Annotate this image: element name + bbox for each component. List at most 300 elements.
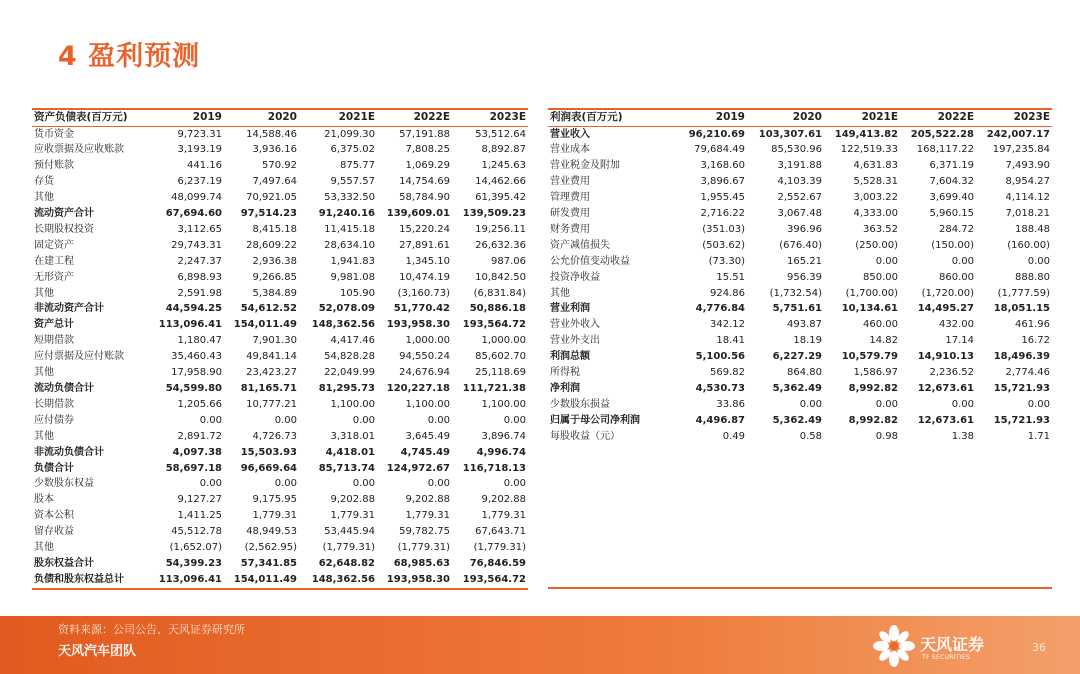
row-label: 资产减值损失 [550, 239, 610, 251]
cell-value: 2,552.67 [777, 192, 822, 204]
blank-cell [824, 461, 900, 477]
blank-cell [548, 572, 672, 588]
cell-value: 18.41 [716, 335, 745, 347]
cell-value: 3,936.16 [252, 144, 297, 156]
balance-sheet-title: 资产负债表(百万元) [32, 109, 150, 126]
blank-cell [976, 461, 1052, 477]
cell-value: 284.72 [939, 223, 974, 235]
cell-value: 9,202.88 [481, 494, 526, 506]
cell-value: 6,898.93 [177, 271, 222, 283]
cell-value: 4,631.83 [853, 160, 898, 172]
year-header: 2023E [976, 109, 1052, 126]
row-label: 其他 [34, 287, 54, 299]
cell-value: 54,399.23 [165, 557, 222, 569]
cell-value: 1,586.97 [853, 367, 898, 379]
cell-value: 85,713.74 [318, 462, 375, 474]
row-label: 在建工程 [34, 255, 74, 267]
row-label: 无形资产 [34, 271, 74, 283]
cell-value: 26,632.36 [475, 239, 526, 251]
cell-value: 342.12 [710, 319, 745, 331]
cell-value: 14,910.13 [917, 351, 974, 363]
cell-value: 9,723.31 [177, 128, 222, 140]
table-row [548, 413, 1052, 429]
income-statement-title: 利润表(百万元) [548, 109, 672, 126]
cell-value: 17.14 [945, 335, 974, 347]
cell-value: 91,240.16 [318, 208, 375, 220]
cell-value: 4,726.73 [252, 430, 297, 442]
cell-value: 9,557.57 [330, 176, 375, 188]
cell-value: 148,362.56 [299, 572, 377, 589]
blank-cell [824, 476, 900, 492]
year-header: 2022E [377, 109, 452, 126]
table-row [32, 238, 528, 254]
row-label: 预付账款 [34, 160, 74, 172]
cell-value: 4,097.38 [172, 446, 222, 458]
cell-value: 1,205.66 [177, 398, 222, 410]
cell-value: 5,384.89 [252, 287, 297, 299]
cell-value: 149,413.82 [834, 128, 898, 140]
cell-value: 68,985.63 [393, 557, 450, 569]
row-label: 营业外支出 [550, 335, 600, 347]
blank-cell [672, 492, 747, 508]
cell-value: 2,891.72 [177, 430, 222, 442]
cell-value: 49,841.14 [246, 351, 297, 363]
cell-value: 0.00 [1027, 398, 1050, 410]
cell-value: 7,901.30 [252, 335, 297, 347]
table-row [548, 206, 1052, 222]
blank-cell [824, 508, 900, 524]
row-label: 留存收益 [34, 526, 74, 538]
cell-value: 1,000.00 [481, 335, 526, 347]
cell-value: 10,777.21 [246, 398, 297, 410]
blank-cell [976, 492, 1052, 508]
row-label: 长期借款 [34, 398, 74, 410]
row-label: 短期借款 [34, 335, 74, 347]
blank-cell [672, 524, 747, 540]
cell-value: 188.48 [1015, 223, 1050, 235]
cell-value: 0.98 [875, 430, 898, 442]
cell-value: 9,127.27 [177, 494, 222, 506]
table-row [32, 206, 528, 222]
cell-value: 103,307.61 [758, 128, 822, 140]
cell-value: 0.00 [503, 478, 526, 490]
cell-value: 139,609.01 [386, 208, 450, 220]
team-name: 天风汽车团队 [58, 644, 137, 659]
cell-value: 3,003.22 [853, 192, 898, 204]
cell-value: 4,776.84 [695, 303, 745, 315]
cell-value: 0.00 [875, 255, 898, 267]
table-row [32, 540, 528, 556]
table-row [548, 254, 1052, 270]
row-label: 营业税金及附加 [550, 160, 620, 172]
cell-value: 57,191.88 [399, 128, 450, 140]
row-label: 负债和股东权益总计 [32, 572, 150, 589]
cell-value: 116,718.13 [462, 462, 526, 474]
cell-value: 2,247.37 [177, 255, 222, 267]
blank-cell [548, 508, 672, 524]
cell-value: 15,220.24 [399, 223, 450, 235]
row-label: 资本公积 [34, 510, 74, 522]
cell-value: 2,936.38 [252, 255, 297, 267]
row-label: 投资净收益 [550, 271, 600, 283]
cell-value: 1,955.45 [700, 192, 745, 204]
cell-value: 25,118.69 [475, 367, 526, 379]
cell-value: 0.00 [427, 478, 450, 490]
table-row [548, 429, 1052, 445]
cell-value: 6,227.29 [772, 351, 822, 363]
table-row [32, 317, 528, 333]
year-header: 2021E [824, 109, 900, 126]
row-label: 资产总计 [34, 319, 74, 331]
cell-value: 8,892.87 [481, 144, 526, 156]
cell-value: 3,896.74 [481, 430, 526, 442]
cell-value: 9,266.85 [252, 271, 297, 283]
blank-cell [548, 556, 672, 572]
cell-value: 396.96 [787, 223, 822, 235]
cell-value: 9,175.95 [252, 494, 297, 506]
cell-value: 23,423.27 [246, 367, 297, 379]
year-header: 2020 [224, 109, 299, 126]
cell-value: 570.92 [262, 160, 297, 172]
cell-value: 18.19 [793, 335, 822, 347]
blank-cell [900, 524, 976, 540]
cell-value: 1,100.00 [481, 398, 526, 410]
table-row [548, 397, 1052, 413]
blank-row [548, 461, 1052, 477]
blank-cell [976, 524, 1052, 540]
cell-value: 122,519.33 [840, 144, 898, 156]
cell-value: 79,684.49 [694, 144, 745, 156]
row-label: 流动资产合计 [34, 208, 94, 220]
cell-value: 11,415.18 [324, 223, 375, 235]
cell-value: 6,375.02 [330, 144, 375, 156]
cell-value: 62,648.82 [318, 557, 375, 569]
row-label: 非流动资产合计 [34, 303, 104, 315]
flower-logo-icon [872, 624, 916, 668]
blank-row [548, 540, 1052, 556]
cell-value: 0.00 [199, 414, 222, 426]
cell-value: 7,497.64 [252, 176, 297, 188]
table-row [32, 461, 528, 477]
table-row [548, 142, 1052, 158]
table-row [548, 190, 1052, 206]
table-row [32, 524, 528, 540]
cell-value: 1,779.31 [330, 510, 375, 522]
row-label: 其他 [34, 367, 54, 379]
cell-value: (503.62) [702, 239, 745, 251]
cell-value: 27,891.61 [399, 239, 450, 251]
row-label: 营业收入 [550, 128, 590, 140]
cell-value: 28,609.22 [246, 239, 297, 251]
cell-value: 1,345.10 [405, 255, 450, 267]
cell-value: 18,051.15 [993, 303, 1050, 315]
blank-cell [900, 476, 976, 492]
row-label: 股本 [34, 494, 54, 506]
cell-value: 1,779.31 [252, 510, 297, 522]
blank-cell [672, 461, 747, 477]
year-header: 2020 [747, 109, 824, 126]
cell-value: 0.00 [352, 414, 375, 426]
logo-english-text: TF SECURITIES [922, 654, 971, 661]
blank-cell [976, 540, 1052, 556]
blank-cell [672, 508, 747, 524]
cell-value: 61,395.42 [475, 192, 526, 204]
cell-value: 8,992.82 [848, 383, 898, 394]
cell-value: 14,495.27 [917, 303, 974, 315]
cell-value: 1,100.00 [405, 398, 450, 410]
table-row [32, 254, 528, 270]
logo-chinese-text: 天风证券 [920, 635, 985, 654]
blank-cell [672, 556, 747, 572]
blank-row [548, 492, 1052, 508]
table-row [32, 158, 528, 174]
table-row [32, 190, 528, 206]
cell-value: 58,784.90 [399, 192, 450, 204]
cell-value: (1,779.31) [322, 542, 375, 554]
blank-cell [548, 461, 672, 477]
cell-value: 10,842.50 [475, 271, 526, 283]
cell-value: 154,011.49 [224, 572, 299, 589]
blank-cell [548, 540, 672, 556]
blank-cell [900, 461, 976, 477]
row-label: 其他 [34, 430, 54, 442]
row-label: 应付债券 [34, 414, 74, 426]
cell-value: 9,202.88 [405, 494, 450, 506]
cell-value: 4,530.73 [695, 383, 745, 394]
cell-value: 17,958.90 [171, 367, 222, 379]
blank-cell [672, 476, 747, 492]
cell-value: (1,720.00) [921, 287, 974, 299]
blank-cell [976, 476, 1052, 492]
cell-value: (73.30) [708, 255, 745, 267]
cell-value: 15,721.93 [993, 383, 1050, 394]
row-label: 利润总额 [550, 351, 590, 363]
cell-value: 76,846.59 [469, 557, 526, 569]
table-row [32, 142, 528, 158]
year-header: 2022E [900, 109, 976, 126]
row-label: 货币资金 [34, 128, 74, 140]
cell-value: 22,049.99 [324, 367, 375, 379]
year-header: 2019 [150, 109, 224, 126]
cell-value: 1,941.83 [330, 255, 375, 267]
row-label: 负债合计 [34, 462, 74, 474]
row-label: 研发费用 [550, 208, 590, 220]
cell-value: 956.39 [787, 271, 822, 283]
cell-value: 21,099.30 [324, 128, 375, 140]
cell-value: 96,669.64 [240, 462, 297, 474]
blank-cell [976, 572, 1052, 588]
page-title: 4 盈利预测 [58, 41, 201, 72]
cell-value: 5,960.15 [929, 208, 974, 220]
cell-value: 53,512.64 [475, 128, 526, 140]
cell-value: (160.00) [1007, 239, 1050, 251]
row-label: 管理费用 [550, 192, 590, 204]
cell-value: (1,779.31) [397, 542, 450, 554]
cell-value: 58,697.18 [165, 462, 222, 474]
row-label: 营业成本 [550, 144, 590, 156]
cell-value: 1,245.63 [481, 160, 526, 172]
cell-value: 6,237.19 [177, 176, 222, 188]
cell-value: 460.00 [863, 319, 898, 331]
cell-value: 113,096.41 [158, 319, 222, 331]
cell-value: 67,694.60 [165, 208, 222, 220]
cell-value: 14.82 [869, 335, 898, 347]
cell-value: 0.00 [951, 255, 974, 267]
year-header: 2023E [452, 109, 528, 126]
cell-value: 94,550.24 [399, 351, 450, 363]
cell-value: 54,599.80 [165, 383, 222, 394]
table-row [32, 270, 528, 286]
cell-value: 111,721.38 [462, 383, 526, 394]
blank-cell [976, 508, 1052, 524]
blank-cell [548, 445, 672, 461]
row-label: 股东权益合计 [34, 557, 94, 569]
cell-value: 1.71 [1027, 430, 1050, 442]
blank-cell [900, 492, 976, 508]
blank-cell [747, 492, 824, 508]
table-row [32, 413, 528, 429]
cell-value: 3,318.01 [330, 430, 375, 442]
cell-value: 5,751.61 [772, 303, 822, 315]
table-row [548, 126, 1052, 142]
blank-cell [900, 540, 976, 556]
cell-value: 14,462.66 [475, 176, 526, 188]
cell-value: 0.00 [274, 414, 297, 426]
page-number: 36 [1032, 641, 1046, 654]
blank-row [548, 476, 1052, 492]
cell-value: 85,602.70 [475, 351, 526, 363]
cell-value: 860.00 [939, 271, 974, 283]
cell-value: 4,333.00 [853, 208, 898, 220]
blank-cell [824, 492, 900, 508]
table-row [32, 397, 528, 413]
cell-value: 105.90 [340, 287, 375, 299]
cell-value: 168,117.22 [916, 144, 974, 156]
cell-value: 193,958.30 [386, 319, 450, 331]
cell-value: 59,782.75 [399, 526, 450, 538]
cell-value: 8,415.18 [252, 223, 297, 235]
cell-value: 67,643.71 [475, 526, 526, 538]
cell-value: 2,236.52 [929, 367, 974, 379]
cell-value: 8,954.27 [1005, 176, 1050, 188]
row-label: 长期股权投资 [34, 223, 94, 235]
cell-value: 0.00 [503, 414, 526, 426]
blank-cell [548, 524, 672, 540]
cell-value: 1,411.25 [177, 510, 222, 522]
table-row [548, 365, 1052, 381]
cell-value: 441.16 [187, 160, 222, 172]
cell-value: 53,332.50 [324, 192, 375, 204]
blank-cell [900, 556, 976, 572]
cell-value: 4,417.46 [330, 335, 375, 347]
cell-value: 193,564.72 [452, 572, 528, 589]
table-row [548, 333, 1052, 349]
cell-value: 45,512.78 [171, 526, 222, 538]
blank-cell [672, 572, 747, 588]
row-label: 其他 [34, 542, 54, 554]
balance-sheet-table [32, 108, 528, 590]
blank-cell [747, 508, 824, 524]
row-label: 归属于母公司净利润 [550, 414, 640, 426]
cell-value: 12,673.61 [917, 383, 974, 394]
blank-cell [976, 556, 1052, 572]
row-label: 每股收益（元） [550, 430, 620, 442]
table-row [32, 333, 528, 349]
table-row [548, 222, 1052, 238]
cell-value: 81,295.73 [318, 383, 375, 394]
blank-cell [747, 476, 824, 492]
cell-value: (2,562.95) [244, 542, 297, 554]
row-label: 净利润 [550, 383, 580, 394]
cell-value: 1,100.00 [330, 398, 375, 410]
cell-value: 52,078.09 [318, 303, 375, 315]
blank-row [548, 572, 1052, 588]
row-label: 少数股东损益 [550, 398, 610, 410]
cell-value: 4,496.87 [695, 414, 745, 426]
cell-value: 0.00 [199, 478, 222, 490]
row-label: 存货 [34, 176, 54, 188]
cell-value: 148,362.56 [311, 319, 375, 331]
blank-cell [900, 572, 976, 588]
year-header: 2021E [299, 109, 377, 126]
table-row [32, 429, 528, 445]
table-row [32, 476, 528, 492]
cell-value: 7,493.90 [1005, 160, 1050, 172]
cell-value: 3,067.48 [777, 208, 822, 220]
cell-value: 2,591.98 [177, 287, 222, 299]
table-row [548, 301, 1052, 317]
cell-value: 242,007.17 [986, 128, 1050, 140]
cell-value: 96,210.69 [688, 128, 745, 140]
blank-cell [824, 445, 900, 461]
table-row [32, 381, 528, 397]
table-row [32, 556, 528, 572]
cell-value: 193,958.30 [377, 572, 452, 589]
balance-sheet-header [32, 109, 528, 126]
cell-value: 0.00 [875, 398, 898, 410]
cell-value: 33.86 [716, 398, 745, 410]
cell-value: 924.86 [710, 287, 745, 299]
cell-value: 7,808.25 [405, 144, 450, 156]
row-label: 财务费用 [550, 223, 590, 235]
cell-value: (1,777.59) [997, 287, 1050, 299]
cell-value: 18,496.39 [993, 351, 1050, 363]
cell-value: 9,202.88 [330, 494, 375, 506]
cell-value: 8,992.82 [848, 414, 898, 426]
table-row [548, 238, 1052, 254]
cell-value: 1,000.00 [405, 335, 450, 347]
cell-value: 6,371.19 [929, 160, 974, 172]
table-row [548, 317, 1052, 333]
cell-value: (150.00) [931, 239, 974, 251]
cell-value: 0.49 [722, 430, 745, 442]
cell-value: 1,779.31 [481, 510, 526, 522]
table-row [32, 508, 528, 524]
cell-value: 54,828.28 [324, 351, 375, 363]
cell-value: 10,579.79 [841, 351, 898, 363]
cell-value: 461.96 [1015, 319, 1050, 331]
blank-cell [672, 445, 747, 461]
cell-value: 57,341.85 [240, 557, 297, 569]
cell-value: (1,732.54) [769, 287, 822, 299]
table-row [32, 365, 528, 381]
table-row [32, 301, 528, 317]
cell-value: 9,981.08 [330, 271, 375, 283]
cell-value: 0.00 [799, 398, 822, 410]
cell-value: 24,676.94 [399, 367, 450, 379]
table-row [32, 445, 528, 461]
blank-cell [824, 524, 900, 540]
